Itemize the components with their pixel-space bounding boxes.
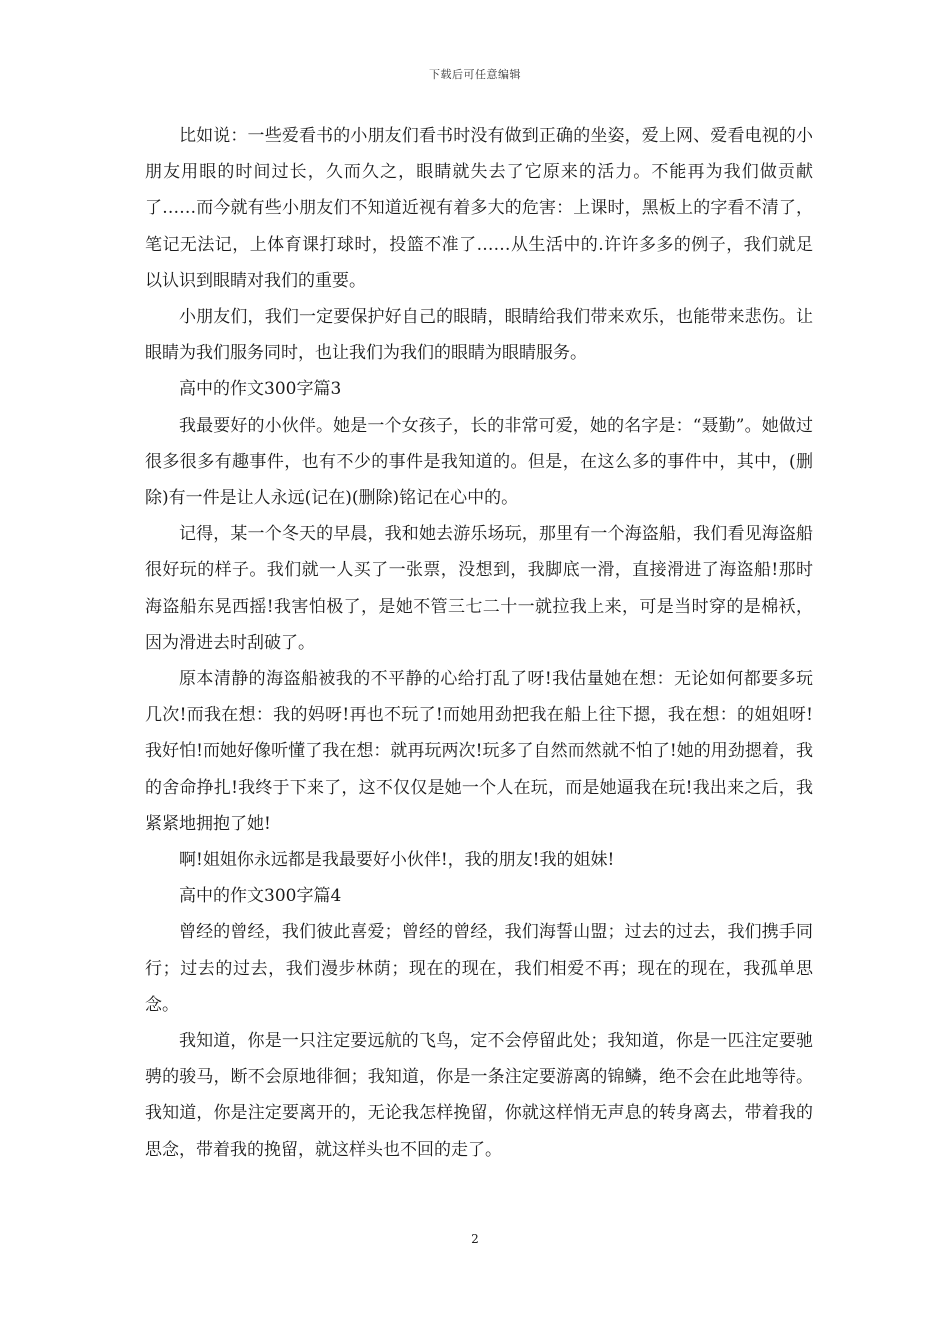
paragraph: 啊!姐姐你永远都是我最要好小伙伴!，我的朋友!我的姐妹! bbox=[179, 850, 615, 871]
paragraph: 曾经的曾经，我们彼此喜爱；曾经的曾经，我们海誓山盟；过去的过去，我们携手同行；过去的过去，我们漫步林荫；现在的现在，我们相爱不再；现在的现在，我孤单思念。 bbox=[145, 922, 813, 1015]
page-number: 2 bbox=[471, 1232, 479, 1246]
section-heading: 高中的作文300字篇4 bbox=[179, 886, 342, 907]
document-body bbox=[145, 118, 813, 1168]
paragraph: 我最要好的小伙伴。她是一个女孩子，长的非常可爱，她的名字是：“聂勤”。她做过很多很多有趣事件，也有不少的事件是我知道的。但是，在这么多的事件中，其中，(删除)有一件是让人永远(记在)(删除)铭记在心中的。 bbox=[145, 415, 813, 509]
paragraph: 我知道，你是一只注定要远航的飞鸟，定不会停留此处；我知道，你是一匹注定要驰骋的骏马，断不会原地徘徊；我知道，你是一条注定要游离的锦鳞，绝不会在此地等待。我知道，你是注定要离开的，无论我怎样挽留，你就这样悄无声息的转身离去，带着我的思念，带着我的挽留，就这样头也不回的走了。 bbox=[145, 1031, 813, 1160]
paragraph: 比如说：一些爱看书的小朋友们看书时没有做到正确的坐姿，爱上网、爱看电视的小朋友用眼的时间过长，久而久之，眼睛就失去了它原来的活力。不能再为我们做贡献了……而今就有些小朋友们不知道近视有着多大的危害：上课时，黑板上的字看不清了，笔记无法记，上体育课打球时，投篮不准了……从生活中的.许许多多的例子，我们就足以认识到眼睛对我们的重要。 bbox=[145, 126, 813, 291]
page-header: 下载后可任意编辑 bbox=[429, 68, 521, 81]
paragraph: 原本清静的海盗船被我的不平静的心给打乱了呀!我估量她在想：无论如何都要多玩几次!而我在想：我的妈呀!再也不玩了!而她用劲把我在船上往下摁，我在想：的姐姐呀!我好怕!而她好像听懂了我在想：就再玩两次!玩多了自然而然就不怕了!她的用劲摁着，我的舍命挣扎!我终于下来了，这不仅仅是她一个人在玩，而是她逼我在玩!我出来之后，我紧紧地拥抱了她! bbox=[145, 669, 813, 834]
paragraph: 小朋友们，我们一定要保护好自己的眼睛，眼睛给我们带来欢乐，也能带来悲伤。让眼睛为我们服务同时，也让我们为我们的眼睛为眼睛服务。 bbox=[145, 307, 813, 364]
section-heading: 高中的作文300字篇3 bbox=[179, 379, 342, 400]
paragraph: 记得，某一个冬天的早晨，我和她去游乐场玩，那里有一个海盗船，我们看见海盗船很好玩的样子。我们就一人买了一张票，没想到，我脚底一滑，直接滑进了海盗船!那时海盗船东晃西摇!我害怕极了，是她不管三七二十一就拉我上来，可是当时穿的是棉袄，因为滑进去时刮破了。 bbox=[145, 524, 813, 653]
